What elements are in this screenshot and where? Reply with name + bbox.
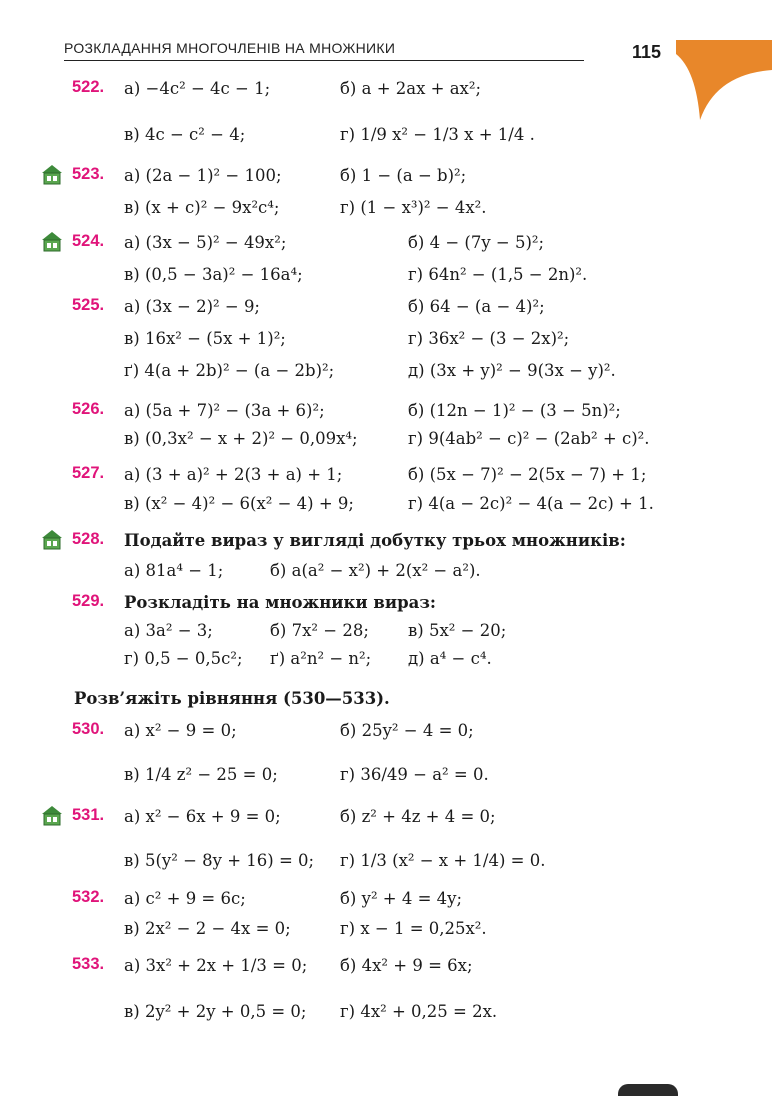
task-item: г) 9(4ab² − c)² − (2ab² + c)². [408,429,650,448]
task-item: а) −4c² − 4c − 1; [124,79,271,98]
task-number: 532. [72,888,105,906]
task-item: а) c² + 9 = 6c; [124,889,246,908]
task-item: г) 4(a − 2c)² − 4(a − 2c) + 1. [408,494,654,513]
task-item: ґ) a²n² − n²; [270,649,372,668]
task-item: а) (2a − 1)² − 100; [124,166,282,185]
task-number: 527. [72,464,105,482]
task-item: в) (x + c)² − 9x²c⁴; [124,198,280,217]
task-item: д) a⁴ − c⁴. [408,649,492,668]
task-item: а) 81a⁴ − 1; [124,561,224,580]
task-item: г) x − 1 = 0,25x². [340,919,487,938]
task-item: в) (0,5 − 3a)² − 16a⁴; [124,265,303,284]
task-item: б) 1 − (a − b)²; [340,166,467,185]
task-item: б) (12n − 1)² − (3 − 5n)²; [408,401,621,420]
task-item: б) 7x² − 28; [270,621,369,640]
home-task-icon [40,163,64,185]
task-item: б) 4x² + 9 = 6x; [340,956,473,975]
task-item: а) 3a² − 3; [124,621,213,640]
task-item: г) 1/3 (x² − x + 1/4) = 0. [340,851,546,870]
task-instruction: Розкладіть на множники вираз: [124,593,436,612]
task-item: б) 25y² − 4 = 0; [340,721,474,740]
home-task-icon [40,230,64,252]
task-number: 525. [72,296,105,314]
task-item: в) 2y² + 2y + 0,5 = 0; [124,1002,307,1021]
task-item: б) 4 − (7y − 5)²; [408,233,545,252]
task-item: в) 16x² − (5x + 1)²; [124,329,286,348]
task-item: г) 0,5 − 0,5c²; [124,649,243,668]
task-item: в) 4c − c² − 4; [124,125,246,144]
task-item: б) a + 2ax + ax²; [340,79,482,98]
task-item: а) (3 + a)² + 2(3 + a) + 1; [124,465,343,484]
task-item: б) y² + 4 = 4y; [340,889,463,908]
task-number: 529. [72,592,105,610]
footer-tab [618,1084,678,1096]
task-number: 522. [72,78,105,96]
task-instruction: Подайте вираз у вигляді добутку трьох множників: [124,531,626,550]
task-item: а) x² − 9 = 0; [124,721,237,740]
task-item: д) (3x + y)² − 9(3x − y)². [408,361,616,380]
task-item: г) 36/49 − a² = 0. [340,765,489,784]
task-number: 524. [72,232,105,250]
task-item: в) 5x² − 20; [408,621,507,640]
task-number: 523. [72,165,105,183]
task-number: 526. [72,400,105,418]
task-item: б) 64 − (a − 4)²; [408,297,545,316]
home-task-icon [40,528,64,550]
section-heading: Розв’яжіть рівняння (530—533). [74,689,390,708]
task-item: в) 1/4 z² − 25 = 0; [124,765,278,784]
task-item: а) (3x − 2)² − 9; [124,297,260,316]
task-item: б) z² + 4z + 4 = 0; [340,807,496,826]
corner-decoration-icon [676,40,772,120]
task-item: г) 64n² − (1,5 − 2n)². [408,265,588,284]
task-number: 530. [72,720,105,738]
task-item: а) (3x − 5)² − 49x²; [124,233,287,252]
task-item: г) 36x² − (3 − 2x)²; [408,329,570,348]
home-task-icon [40,804,64,826]
task-item: б) (5x − 7)² − 2(5x − 7) + 1; [408,465,647,484]
task-item: ґ) 4(a + 2b)² − (a − 2b)²; [124,361,335,380]
task-item: а) (5a + 7)² − (3a + 6)²; [124,401,325,420]
task-item: б) a(a² − x²) + 2(x² − a²). [270,561,481,580]
page-number: 115 [632,42,662,62]
task-item: в) (0,3x² − x + 2)² − 0,09x⁴; [124,429,358,448]
task-item: в) (x² − 4)² − 6(x² − 4) + 9; [124,494,354,513]
task-number: 531. [72,806,105,824]
task-item: в) 2x² − 2 − 4x = 0; [124,919,291,938]
task-item: а) x² − 6x + 9 = 0; [124,807,281,826]
task-item: г) 4x² + 0,25 = 2x. [340,1002,498,1021]
running-header: РОЗКЛАДАННЯ МНОГОЧЛЕНІВ НА МНОЖНИКИ [64,40,584,61]
task-item: г) 1/9 x² − 1/3 x + 1/4 . [340,125,535,144]
task-number: 528. [72,530,105,548]
task-number: 533. [72,955,105,973]
task-item: г) (1 − x³)² − 4x². [340,198,487,217]
task-item: а) 3x² + 2x + 1/3 = 0; [124,956,308,975]
task-item: в) 5(y² − 8y + 16) = 0; [124,851,315,870]
